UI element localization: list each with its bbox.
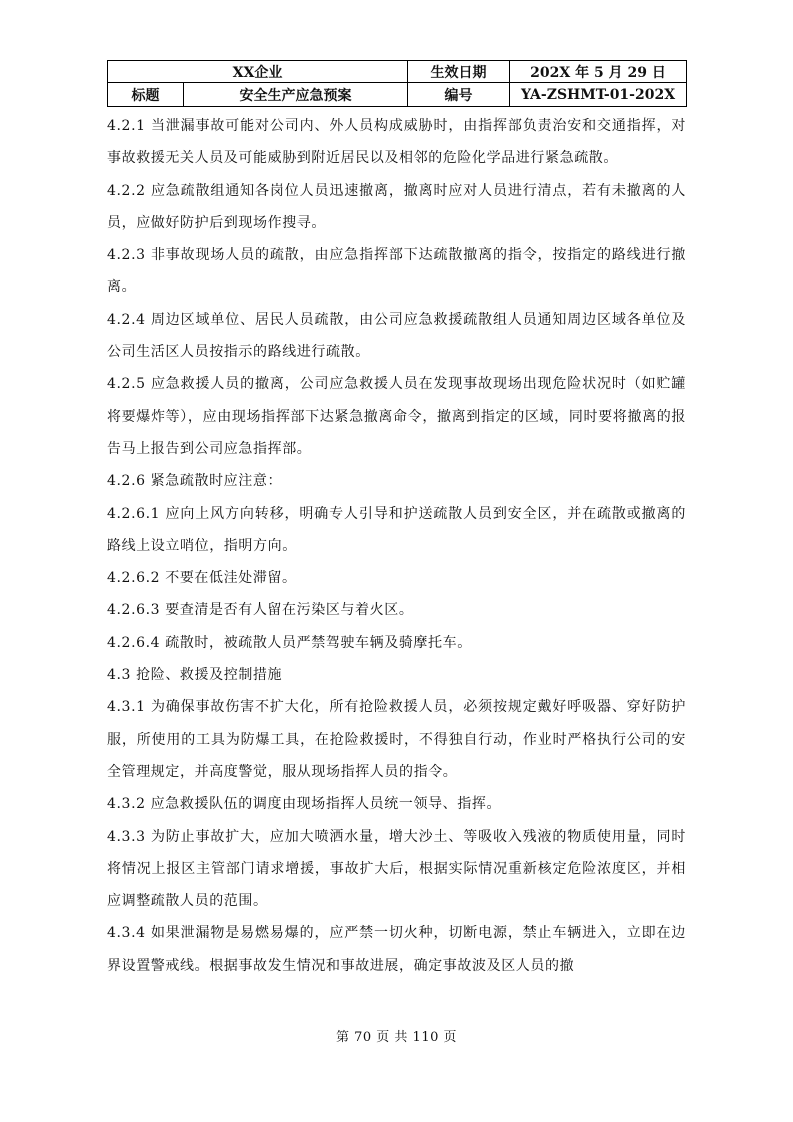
document-header-table	[107, 60, 687, 107]
paragraph-4-2-4: 4.2.4 周边区域单位、居民人员疏散，由公司应急救援疏散组人员通知周边区域各单位及公司生活区人员按指示的路线进行疏散。	[107, 311, 686, 361]
paragraph-4-3-2: 4.3.2 应急救援队伍的调度由现场指挥人员统一领导、指挥。	[107, 796, 502, 813]
document-body	[107, 110, 686, 982]
paragraph-4-2-1: 4.2.1 当泄漏事故可能对公司内、外人员构成威胁时，由指挥部负责治安和交通指挥，对事故救援无关人员及可能威胁到附近居民以及相邻的危险化学品进行紧急疏散。	[107, 118, 686, 167]
paragraph-4-2-6: 4.2.6 紧急疏散时应注意：	[107, 473, 283, 490]
paragraph-4-2-6-3: 4.2.6.3 要查清是否有人留在污染区与着火区。	[107, 602, 414, 619]
header-row-2	[108, 83, 687, 107]
paragraph-4-2-6-4: 4.2.6.4 疏散时，被疏散人员严禁驾驶车辆及骑摩托车。	[107, 634, 472, 651]
paragraph-4-2-6-1: 4.2.6.1 应向上风方向转移，明确专人引导和护送疏散人员到安全区，并在疏散或撤离的路线上设立哨位，指明方向。	[107, 505, 686, 554]
paragraph-4-3-4: 4.3.4 如果泄漏物是易燃易爆的，应严禁一切火种，切断电源，禁止车辆进入，立即在边界设置警戒线。根据事故发生情况和事故进展，确定事故波及区人员的撤	[107, 925, 686, 974]
company-name: XX企业	[108, 61, 408, 83]
title-label: 标题	[108, 83, 184, 107]
paragraph-4-3-1: 4.3.1 为确保事故伤害不扩大化，所有抢险救援人员，必须按规定戴好呼吸器、穿好防护服，所使用的工具为防爆工具，在抢险救援时，不得独自行动，作业时严格执行公司的安全管理规定，并高度警觉，服从现场指挥人员的指令。	[107, 699, 686, 780]
header-row-1	[108, 61, 687, 83]
effective-date-label: 生效日期	[408, 61, 510, 83]
document-number: YA-ZSHMT-01-202X	[510, 83, 687, 107]
paragraph-4-2-3: 4.2.3 非事故现场人员的疏散，由应急指挥部下达疏散撤离的指令，按指定的路线进行撤离。	[107, 247, 686, 296]
page-footer: 第 70 页 共 110 页	[335, 1030, 458, 1045]
effective-date-value: 202X 年 5 月 29 日	[510, 61, 687, 83]
paragraph-4-2-5: 4.2.5 应急救援人员的撤离，公司应急救援人员在发现事故现场出现危险状况时（如贮罐将要爆炸等），应由现场指挥部下达紧急撤离命令，撤离到指定的区域，同时要将撤离的报告马上报告到公司应急指挥部。	[107, 376, 686, 457]
section-heading-4-3: 4.3 抢险、救援及控制措施	[107, 667, 283, 684]
document-number-label: 编号	[408, 83, 510, 107]
paragraph-4-2-2: 4.2.2 应急疏散组通知各岗位人员迅速撤离，撤离时应对人员进行清点，若有未撤离的人员，应做好防护后到现场作搜寻。	[107, 182, 686, 231]
paragraph-4-3-3: 4.3.3 为防止事故扩大，应加大喷洒水量，增大沙土、等吸收入残液的物质使用量，同时将情况上报区主管部门请求增援，事故扩大后，根据实际情况重新核定危险浓度区，并相应调整疏散人员的范围。	[107, 828, 686, 910]
paragraph-4-2-6-2: 4.2.6.2 不要在低洼处滞留。	[107, 570, 297, 587]
document-title: 安全生产应急预案	[184, 83, 408, 107]
